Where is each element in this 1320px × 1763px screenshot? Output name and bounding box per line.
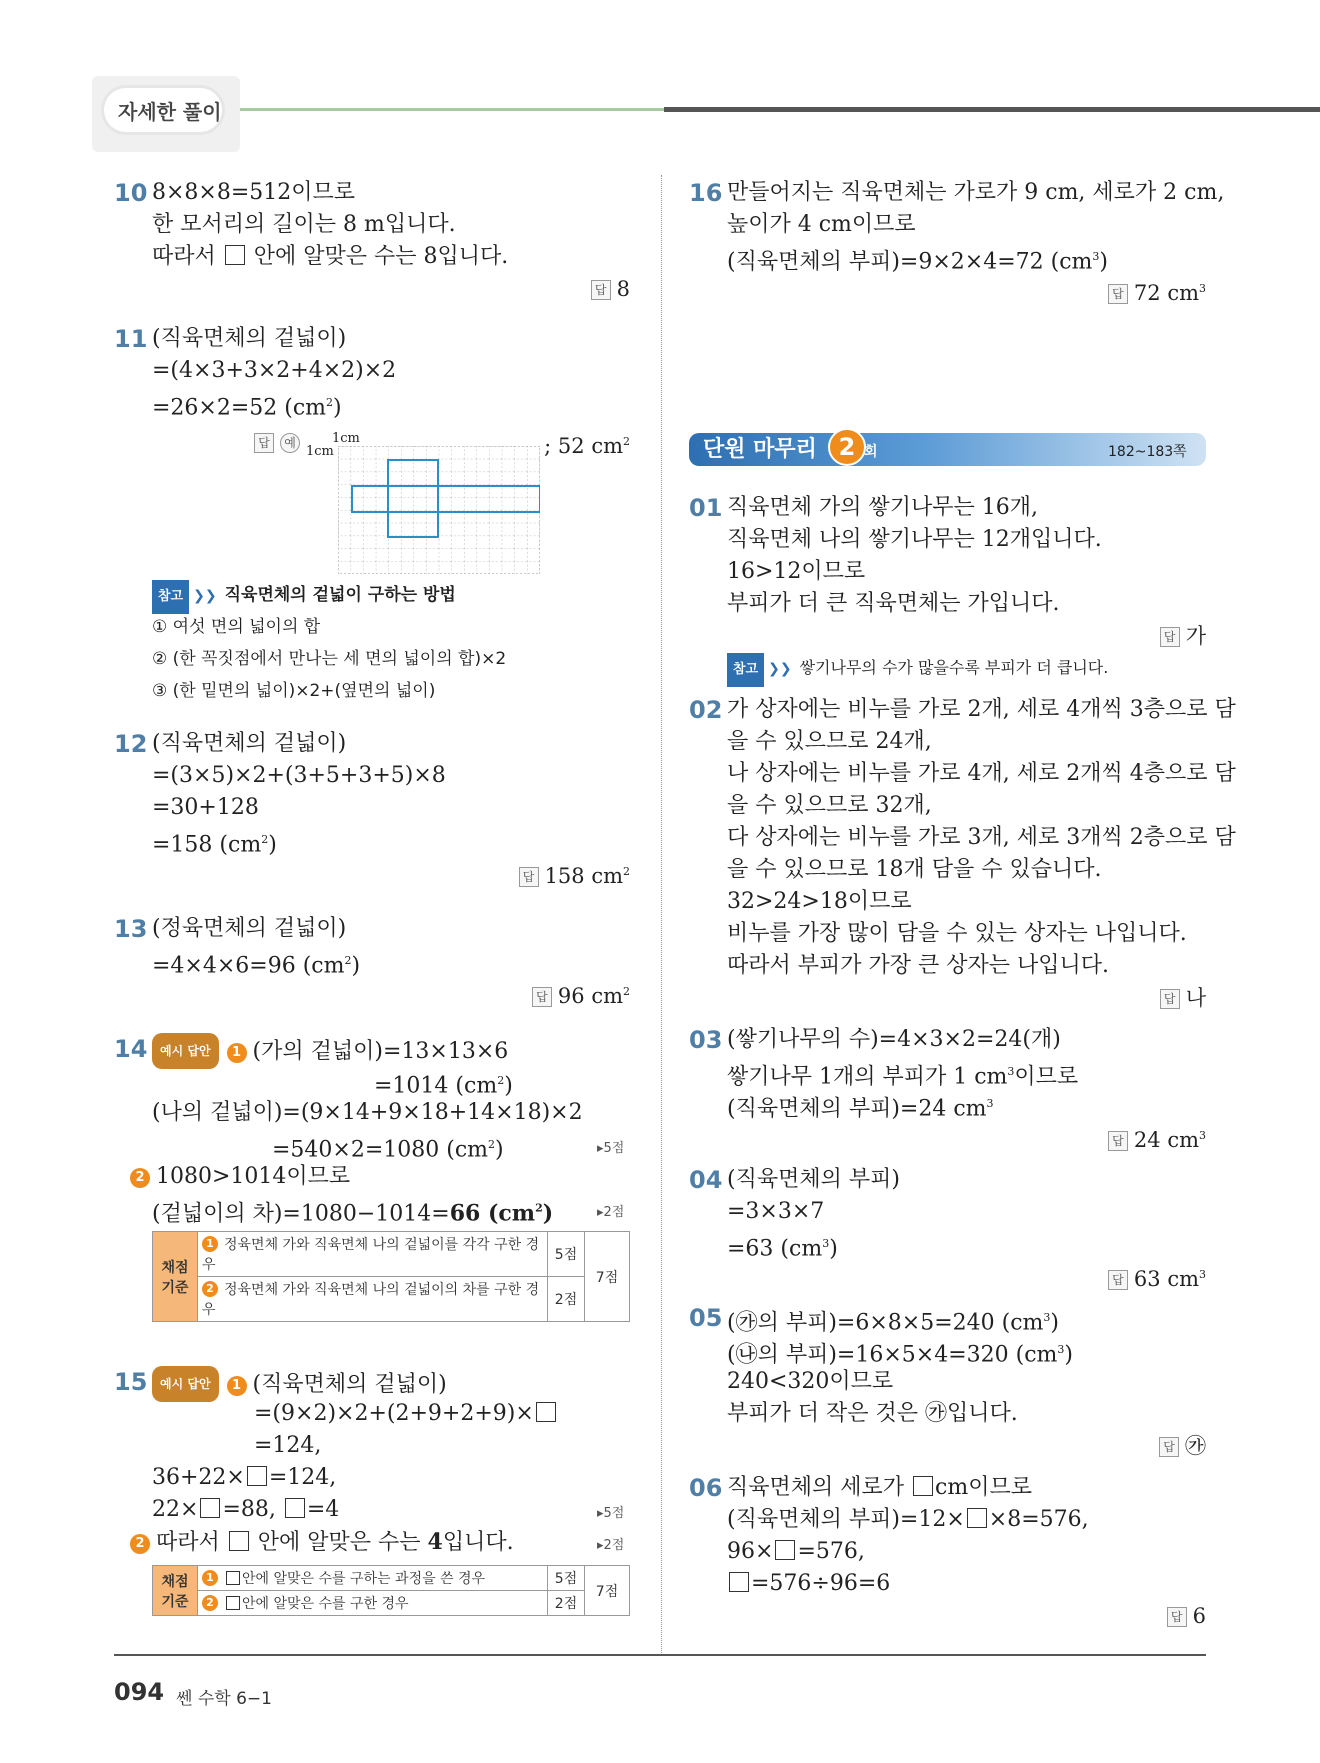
header-logo-text: 자세한 풀이 (118, 100, 222, 124)
step-1-icon: 1 (227, 1043, 247, 1063)
r02-line: 나 상자에는 비누를 가로 4개, 세로 2개씩 4층으로 담 (727, 761, 1236, 786)
blank-box (200, 1498, 220, 1518)
blank-box (775, 1540, 795, 1560)
q16-line1: 만들어지는 직육면체는 가로가 9 cm, 세로가 2 cm, (727, 180, 1225, 205)
r02-line: 비누를 가장 많이 담을 수 있는 상자는 나입니다. (727, 921, 1187, 946)
q12-line2: =(3×5)×2+(3+5+3+5)×8 (152, 763, 446, 788)
r02-line: 을 수 있으므로 24개, (727, 729, 932, 754)
r02-line: 가 상자에는 비누를 가로 2개, 세로 4개씩 3층으로 담 (727, 697, 1236, 722)
q14-line6: (겉넓이의 차)=1080−1014=66 $(cm^2)$ (152, 1200, 554, 1227)
banner-title: 단원 마무리 (703, 437, 817, 462)
r03-line3: (직육면체의 부피)=24 $cm^3$ (727, 1096, 994, 1122)
q11-answer: ; 52 $cm^2$ (544, 434, 630, 458)
column-divider (661, 175, 662, 1653)
blank-box (729, 1572, 749, 1592)
points-label: ▸2점 (597, 1205, 625, 1220)
question-number: 16 (689, 179, 723, 207)
answer-mark-icon: 답 (1159, 1437, 1179, 1457)
q12-line1: (직육면체의 겉넓이) (152, 731, 347, 756)
q14-line3: (나의 겉넓이)=(9×14+9×18+14×18)×2 (152, 1100, 583, 1125)
r03-line1: (쌓기나무의 수)=4×3×2=24(개) (727, 1027, 1061, 1052)
q11-answer-prefix (254, 428, 306, 456)
r02-line: 다 상자에는 비누를 가로 3개, 세로 3개씩 2층으로 담 (727, 825, 1236, 850)
example-mark-icon: 예 (280, 433, 300, 453)
grading-table (152, 1565, 630, 1616)
reference-item: ① 여섯 면의 넓이의 합 (152, 617, 321, 637)
question-number: 02 (689, 696, 723, 724)
grading-points: 2점 (548, 1591, 585, 1616)
r01-answer: 답 가 (1160, 622, 1206, 650)
blank-box (247, 1466, 267, 1486)
r05-line1: (㉮의 부피)=6×8×5=240 $(cm^3)$ (727, 1310, 1059, 1336)
r01-line2: 직육면체 나의 쌓기나무는 12개입니다. (727, 527, 1102, 552)
r02-line: 32>24>18이므로 (727, 889, 912, 914)
q12-answer: 답 158 $cm^2$ (519, 858, 630, 890)
r01-line1: 직육면체 가의 쌓기나무는 16개, (727, 495, 1038, 520)
question-number: 12 (114, 730, 148, 758)
q10-line3: 따라서 안에 알맞은 수는 8입니다. (152, 244, 509, 269)
double-chevron-icon: ❯❯ (193, 588, 217, 604)
r04-line1: (직육면체의 부피) (727, 1167, 900, 1192)
blank-box (967, 1508, 987, 1528)
grading-head: 채점 기준 (153, 1566, 198, 1616)
q13-line2: =4×4×6=96 $(cm^2)$ (152, 953, 361, 979)
question-number: 14 (114, 1035, 148, 1063)
r06-line2: (직육면체의 부피)=12× ×8=576, (727, 1507, 1089, 1532)
reference-note: 참고 ❯❯ 쌓기나무의 수가 많을수록 부피가 더 큽니다. (727, 652, 1108, 687)
blank-box (229, 1531, 249, 1551)
question-number: 05 (689, 1304, 723, 1332)
example-answer-tag: 예시 답안 (152, 1366, 219, 1402)
q15-line2: =(9×2)×2+(2+9+2+9)× (254, 1398, 558, 1430)
r06-line1: 직육면체의 세로가 cm이므로 (727, 1475, 1032, 1500)
r03-answer: 답 24 $cm^3$ (1108, 1122, 1206, 1154)
r02-answer: 답 나 (1160, 984, 1206, 1012)
answer-mark-icon: 답 (532, 987, 552, 1007)
question-number: 01 (689, 494, 723, 522)
q14-line4: =540×2=1080 $(cm^2)$ (272, 1137, 504, 1163)
answer-mark-icon: 답 (519, 867, 539, 887)
q13-line1: (정육면체의 겉넓이) (152, 916, 347, 941)
q15-line3: =124, (254, 1433, 322, 1458)
r04-line2: =3×3×7 (727, 1199, 825, 1224)
step-1-icon: 1 (227, 1376, 247, 1396)
q11-line3: =26×2=52 $(cm^2)$ (152, 395, 342, 421)
grading-criterion: 2 안에 알맞은 수를 구한 경우 (198, 1591, 548, 1616)
q15-line4: 36+22× =124, (152, 1465, 337, 1490)
r02-line: 을 수 있으므로 32개, (727, 793, 932, 818)
q11-line2: =(4×3+3×2+4×2)×2 (152, 358, 397, 383)
question-number: 11 (114, 325, 148, 353)
header-rule-dark (664, 107, 1320, 112)
r05-answer: 답 ㉮ (1159, 1432, 1206, 1460)
answer-mark-icon: 답 (1160, 627, 1180, 647)
reference-item: ② (한 꼭짓점에서 만나는 세 면의 넓이의 합)×2 (152, 649, 507, 669)
grid-label-top: 1cm (332, 431, 360, 446)
grading-criterion: 1 정육면체 가와 직육면체 나의 겉넓이를 각각 구한 경우 (198, 1232, 548, 1277)
q12-line4: =158 $(cm^2)$ (152, 832, 277, 858)
q15-line6: 2 따라서 안에 알맞은 수는 4입니다. (130, 1526, 514, 1559)
reference-title: 참고 ❯❯ 직육면체의 겉넓이 구하는 방법 (152, 579, 456, 614)
r04-line3: =63 $(cm^3)$ (727, 1236, 838, 1262)
q13-answer: 답 96 $cm^2$ (532, 978, 630, 1010)
reference-item: ③ (한 밑면의 넓이)×2+(옆면의 넓이) (152, 681, 436, 701)
answer-mark-icon: 답 (254, 433, 274, 453)
question-number: 03 (689, 1026, 723, 1054)
q14-line5: 2 1080>1014이므로 (130, 1161, 350, 1193)
book-title: 쎈 수학 6−1 (176, 1689, 272, 1709)
points-label: ▸5점 (597, 1506, 625, 1521)
step-2-icon: 2 (130, 1534, 150, 1554)
r01-line3: 16>12이므로 (727, 559, 866, 584)
points-label: ▸5점 (597, 1141, 625, 1156)
cube-net-grid (338, 446, 540, 574)
reference-tag: 참고 (727, 653, 764, 687)
r02-line: 따라서 부피가 가장 큰 상자는 나입니다. (727, 953, 1109, 978)
r06-line4: =576÷96=6 (727, 1568, 890, 1600)
grading-table (152, 1231, 630, 1322)
question-number: 15 (114, 1368, 148, 1396)
answer-mark-icon: 답 (1160, 989, 1180, 1009)
blank-box (285, 1498, 305, 1518)
header-rule-green (240, 108, 664, 111)
double-chevron-icon: ❯❯ (768, 661, 792, 677)
step-2-icon: 2 (130, 1168, 150, 1188)
grading-points: 5점 (548, 1232, 585, 1277)
r05-line3: 240<320이므로 (727, 1369, 894, 1394)
points-label: ▸2점 (597, 1538, 625, 1553)
grading-total: 7점 (585, 1232, 630, 1322)
r05-line2: (㉯의 부피)=16×5×4=320 $(cm^3)$ (727, 1342, 1073, 1368)
blank-box (225, 245, 245, 265)
grading-head: 채점 기준 (153, 1232, 198, 1322)
q16-line2: 높이가 4 cm이므로 (727, 212, 916, 237)
grading-criterion: 2 정육면체 가와 직육면체 나의 겉넓이의 차를 구한 경우 (198, 1277, 548, 1322)
q11-line1: (직육면체의 겉넓이) (152, 326, 347, 351)
q15-line5: 22× =88, =4 (152, 1497, 340, 1522)
answer-mark-icon: 답 (1108, 284, 1128, 304)
q16-line3: (직육면체의 부피)=9×2×4=72 $(cm^3)$ (727, 249, 1108, 275)
grading-points: 5점 (548, 1566, 585, 1591)
blank-box (913, 1476, 933, 1496)
answer-mark-icon: 답 (1108, 1270, 1128, 1290)
banner-round-suffix: 회 (864, 444, 878, 460)
blank-box (536, 1402, 556, 1422)
reference-tag: 참고 (152, 580, 189, 614)
q10-line1: 8×8×8=512이므로 (152, 180, 356, 205)
r03-line2: 쌓기나무 1개의 부피가 1 $cm^3$이므로 (727, 1064, 1079, 1090)
banner-pages: 182~183쪽 (1108, 444, 1187, 460)
q14-line2: =1014 $(cm^2)$ (374, 1073, 513, 1099)
example-answer-tag: 예시 답안 (152, 1033, 219, 1069)
r05-line4: 부피가 더 작은 것은 ㉮입니다. (727, 1401, 1018, 1426)
question-number: 13 (114, 915, 148, 943)
q12-line3: =30+128 (152, 795, 259, 820)
q16-answer: 답 72 $cm^3$ (1108, 275, 1206, 307)
grid-label-left: 1cm (306, 444, 334, 459)
r02-line: 을 수 있으므로 18개 담을 수 있습니다. (727, 857, 1102, 882)
grading-total: 7점 (585, 1566, 630, 1616)
answer-mark-icon: 답 (1108, 1131, 1128, 1151)
footer-rule (114, 1654, 1206, 1656)
page-number: 094 (114, 1678, 165, 1706)
banner-round-badge: 2 (828, 428, 866, 466)
answer-mark-icon: 답 (1167, 1607, 1187, 1627)
r06-line3: 96× =576, (727, 1539, 865, 1564)
r04-answer: 답 63 $cm^3$ (1108, 1261, 1206, 1293)
grading-points: 2점 (548, 1277, 585, 1322)
q10-answer: 답 8 (591, 275, 630, 303)
r01-line4: 부피가 더 큰 직육면체는 가입니다. (727, 591, 1060, 616)
q14-line1: 예시 답안 1 (가의 겉넓이)=13×13×6 (152, 1033, 508, 1069)
question-number: 04 (689, 1166, 723, 1194)
q15-line1: 예시 답안 1 (직육면체의 겉넓이) (152, 1366, 447, 1402)
grading-criterion: 1 안에 알맞은 수를 구하는 과정을 쓴 경우 (198, 1566, 548, 1591)
r06-answer: 답 6 (1167, 1602, 1206, 1630)
q10-line2: 한 모서리의 길이는 8 m입니다. (152, 212, 456, 237)
question-number: 06 (689, 1474, 723, 1502)
answer-mark-icon: 답 (591, 280, 611, 300)
question-number: 10 (114, 179, 148, 207)
